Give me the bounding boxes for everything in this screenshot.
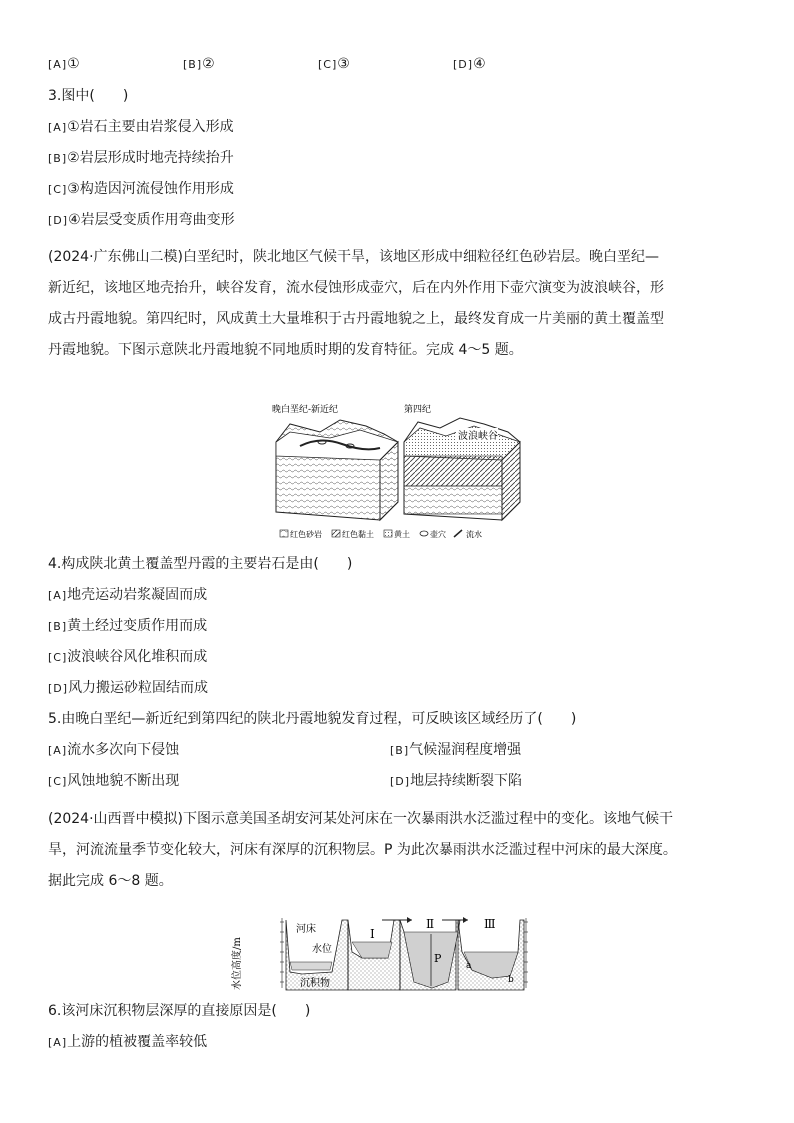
legend-flow: 流水 (466, 530, 482, 539)
panel-stage-3 (458, 917, 524, 990)
q6-option-a (48, 1033, 207, 1052)
option-letter: [A] (48, 1036, 68, 1049)
passage-san-juan (48, 804, 748, 897)
a-label: a (466, 961, 472, 971)
option-text: 地层持续断裂下陷 (410, 773, 523, 789)
wave-canyon-label: 波浪峡谷 (458, 431, 498, 442)
option-letter: [A] (48, 58, 68, 71)
legend-swatch-clay (332, 530, 340, 537)
sediment-label: 沉积物 (300, 978, 330, 989)
stage-1-label: Ⅰ (370, 927, 375, 941)
passage-line: 丹霞地貌。下图示意陕北丹霞地貌不同地质时期的发育特征。完成 4～5 题。 (48, 342, 523, 358)
option-text: 风力搬运砂粒固结而成 (68, 680, 209, 696)
option-text: 波浪峡谷风化堆积而成 (67, 649, 208, 665)
stage-3-label: Ⅲ (484, 917, 496, 931)
q5-option-b (390, 741, 521, 760)
q3-option-a (48, 118, 234, 137)
q6-stem: 6.该河床沉积物层深厚的直接原因是( ) (48, 1003, 311, 1019)
danxia-block-diagram (270, 402, 530, 546)
q2-option-b (183, 55, 215, 74)
option-text: ②岩层形成时地壳持续抬升 (67, 150, 234, 166)
b-label: b (508, 975, 514, 985)
option-letter: [D] (48, 214, 69, 227)
passage-line: (2024·山西晋中模拟)下图示意美国圣胡安河某处河床在一次暴雨洪水泛滥过程中的变化。该地气候干 (48, 811, 674, 827)
left-panel-title: 晚白垩纪-新近纪 (272, 405, 339, 415)
legend-swatch-loess (384, 530, 392, 537)
left-scale (280, 918, 284, 988)
option-text: 气候湿润程度增强 (409, 742, 522, 758)
q2-option-a (48, 55, 80, 74)
option-letter: [A] (48, 121, 68, 134)
panel-initial (286, 920, 348, 990)
p-label: P (434, 952, 442, 965)
option-text: ④岩层受变质作用弯曲变形 (68, 212, 235, 228)
flow-arrow-head (463, 917, 468, 923)
q3-option-b (48, 149, 234, 168)
q5-option-c (48, 772, 179, 791)
passage-line: 据此完成 6～8 题。 (48, 873, 173, 889)
q4-option-b (48, 617, 207, 636)
passage-line: 旱，河流流量季节变化较大，河床有深厚的沉积物层。P 为此次暴雨洪水泛滥过程中河床的最大深度。 (48, 842, 677, 858)
option-text: ④ (473, 56, 486, 72)
option-text: ①岩石主要由岩浆侵入形成 (67, 119, 234, 135)
option-letter: [C] (318, 58, 338, 71)
water-level-label: 水位 (312, 944, 332, 955)
riverbed-cross-section (232, 912, 532, 996)
option-letter: [C] (48, 775, 68, 788)
option-text: 上游的植被覆盖率较低 (67, 1034, 208, 1050)
option-letter: [D] (390, 775, 411, 788)
stage-2-label: Ⅱ (426, 917, 435, 931)
q5-option-a (48, 741, 179, 760)
option-text: ③构造因河流侵蚀作用形成 (67, 181, 234, 197)
right-panel-title: 第四纪 (404, 405, 432, 415)
option-letter: [B] (48, 620, 68, 633)
option-letter: [B] (48, 152, 68, 165)
q4-option-a (48, 586, 207, 605)
right-scale (524, 918, 528, 988)
option-text: 流水多次向下侵蚀 (67, 742, 180, 758)
q4-option-c (48, 648, 207, 667)
q4-option-d (48, 679, 208, 698)
option-letter: [C] (48, 183, 68, 196)
legend-swatch-flow (454, 530, 462, 537)
q3-stem: 3.图中( ) (48, 88, 129, 104)
q2-option-c (318, 55, 350, 74)
option-letter: [B] (183, 58, 203, 71)
riverbed-label: 河床 (296, 924, 316, 935)
danxia-diagram-svg (270, 402, 530, 546)
riverbed-diagram-svg (232, 912, 532, 996)
legend-loess: 黄土 (394, 530, 410, 539)
option-text: 风蚀地貌不断出现 (67, 773, 180, 789)
q5-option-d (390, 772, 522, 791)
y-axis-label: 水位高度/m (232, 937, 243, 990)
left-block (276, 420, 398, 520)
legend-swatch-pothole (420, 531, 428, 536)
q3-option-d (48, 211, 235, 230)
option-text: 黄土经过变质作用而成 (67, 618, 208, 634)
legend (280, 529, 482, 539)
legend-swatch-sandstone (280, 530, 288, 537)
option-letter: [A] (48, 589, 68, 602)
option-letter: [C] (48, 651, 68, 664)
passage-danxia (48, 242, 748, 366)
legend-pothole: 壶穴 (430, 530, 446, 539)
option-text: ③ (337, 56, 350, 72)
passage-line: 成古丹霞地貌。第四纪时，风成黄土大量堆积于古丹霞地貌之上，最终发育成一片美丽的黄土覆盖型 (48, 311, 664, 327)
q3-option-c (48, 180, 234, 199)
option-letter: [A] (48, 744, 68, 757)
q5-stem: 5.由晚白垩纪—新近纪到第四纪的陕北丹霞地貌发育过程，可反映该区域经历了( ) (48, 711, 577, 727)
passage-line: (2024·广东佛山二模)白垩纪时，陕北地区气候干旱，该地区形成中细粒径红色砂岩层。晚白垩纪— (48, 249, 660, 265)
flow-arrow-head (407, 917, 412, 923)
legend-red-clay: 红色黏土 (342, 530, 374, 539)
right-block (404, 418, 520, 520)
option-letter: [D] (453, 58, 474, 71)
q2-option-d (453, 55, 486, 74)
option-text: ② (202, 56, 215, 72)
legend-red-sandstone: 红色砂岩 (290, 530, 322, 539)
passage-line: 新近纪，该地区地壳抬升，峡谷发育，流水侵蚀形成壶穴，后在内外作用下壶穴演变为波浪峡谷，形 (48, 280, 664, 296)
option-text: 地壳运动岩浆凝固而成 (67, 587, 208, 603)
option-text: ① (67, 56, 80, 72)
option-letter: [B] (390, 744, 410, 757)
option-letter: [D] (48, 682, 69, 695)
q4-stem: 4.构成陕北黄土覆盖型丹霞的主要岩石是由( ) (48, 556, 353, 572)
